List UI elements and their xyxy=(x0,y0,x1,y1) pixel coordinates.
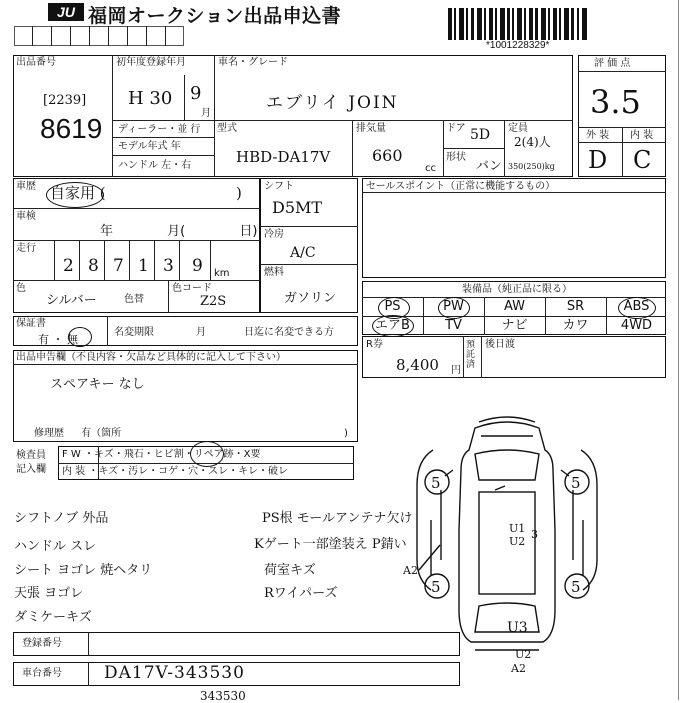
fuel-value: ガソリン xyxy=(284,291,337,306)
doors-label: ドア xyxy=(446,123,466,134)
chassis-value: DA17V-343530 xyxy=(104,663,245,683)
note-left: シート ヨゴレ 焼ヘタリ xyxy=(14,563,153,578)
handle-row: ハンドル 左・右 xyxy=(118,160,192,171)
recycle-unit: 円 xyxy=(451,365,461,376)
damage-mark: U2 xyxy=(515,648,532,661)
name-change-label: 名変期限 xyxy=(114,327,154,338)
tire-tread-rr: 5 xyxy=(571,578,581,596)
equip-4wd: 4WD xyxy=(620,318,653,333)
inspection-label: 車検 xyxy=(16,211,36,222)
damage-mark: A2 xyxy=(511,662,526,675)
name-change-note: 日迄に名変できる方 xyxy=(244,327,334,338)
ac-label: 冷房 xyxy=(264,229,284,240)
barcode xyxy=(448,8,588,40)
lot-label: 出品番号 xyxy=(16,57,56,68)
mileage-digit: 2 xyxy=(63,256,74,276)
displacement-value: 660 xyxy=(372,146,403,165)
repair-history-close: ) xyxy=(344,428,348,439)
after-delivery-label: 後日渡 xyxy=(485,339,515,350)
capacity-value: 2(4)人 xyxy=(514,135,551,149)
model-year-row: モデル年式 年 xyxy=(118,141,181,152)
fuel-label: 燃料 xyxy=(264,267,284,278)
chassis-label: 車台番号 xyxy=(22,668,62,679)
equip-airbag: エアB xyxy=(375,318,410,333)
recycle-deposit: 預託済 xyxy=(466,340,476,370)
reg-month-unit: 月 xyxy=(201,108,211,119)
equipment-title: 装備品（純正品に限る） xyxy=(462,284,572,295)
note-left: シフトノブ 外品 xyxy=(14,511,109,526)
mileage-digit: 3 xyxy=(163,256,174,276)
color-value: シルバー xyxy=(46,293,97,308)
capacity-label: 定員 xyxy=(508,123,528,134)
displacement-unit: cc xyxy=(425,163,436,174)
recycle-value: 8,400 xyxy=(396,356,439,374)
warranty-value: 有 ・ 無 xyxy=(38,333,78,346)
mileage-unit: km xyxy=(214,268,230,279)
lot-sub: [2239] xyxy=(43,93,87,108)
stray-chassis-fragment: 343530 xyxy=(200,689,246,703)
color-change-label: 色替 xyxy=(124,294,144,305)
car-name-label: 車名・グレード xyxy=(218,57,288,68)
comments-text: スペアキー なし xyxy=(50,377,145,392)
recycle-label: R券 xyxy=(366,339,383,350)
evaluation-label: 評 価 点 xyxy=(594,58,631,69)
repair-history: 修理歴 有（箇所 xyxy=(34,428,122,439)
capacity-load: 350(250)kg xyxy=(508,162,555,171)
equip-tv: TV xyxy=(445,318,462,333)
vehicle-damage-diagram xyxy=(395,410,620,675)
damage-mark: U1 xyxy=(509,522,526,535)
displacement-label: 排気量 xyxy=(356,123,386,134)
equip-navi: ナビ xyxy=(501,318,528,333)
reg-month: 9 xyxy=(190,83,202,104)
color-code-label: 色コード xyxy=(172,283,212,294)
shift-label: シフト xyxy=(264,181,294,192)
dealer-row: ディーラー・並 行 xyxy=(118,124,201,135)
inspector-row-2: 内 装 ・キズ・汚レ・コゲ・穴・スレ・キレ・破レ xyxy=(62,466,289,477)
equip-ps: PS xyxy=(384,299,401,314)
vehicle-type-close: ) xyxy=(236,184,242,202)
damage-mark: U3 xyxy=(507,620,528,636)
equip-leather: カワ xyxy=(562,318,589,333)
reg-label: 初年度登録年月 xyxy=(116,57,186,68)
interior-label: 内 装 xyxy=(630,130,654,141)
barcode-number: *1001228329* xyxy=(486,40,550,51)
equip-aw: AW xyxy=(503,299,526,314)
color-code-value: Z2S xyxy=(200,294,227,309)
color-label: 色 xyxy=(16,283,26,294)
tire-tread-fl: 5 xyxy=(431,474,441,492)
note-left: ダミケーキズ xyxy=(14,610,92,625)
no-warranty-circle xyxy=(68,327,92,347)
mileage-digit: 1 xyxy=(138,256,149,276)
mileage-digit: 8 xyxy=(88,256,99,276)
inspector-label: 検査員 xyxy=(16,450,46,461)
mileage-digit: 7 xyxy=(113,256,124,276)
evaluation-score: 3.5 xyxy=(590,83,641,121)
doors-value: 5D xyxy=(470,127,491,143)
tire-tread-fr: 5 xyxy=(571,474,581,492)
mileage-digit: 9 xyxy=(192,256,203,276)
comments-label: 出品申告欄（不良内容・欠品など具体的に記入して下さい） xyxy=(16,352,286,363)
pw-circle-mark xyxy=(438,297,470,319)
sales-point-label: セールスポイント（正常に機能するもの） xyxy=(366,181,556,192)
vehicle-type-label: 車歴 xyxy=(16,181,36,192)
note-right: 荷室キズ xyxy=(264,563,316,578)
airbag-circle-mark xyxy=(372,315,414,337)
registration-label: 登録番号 xyxy=(22,638,62,649)
damage-mark: 3 xyxy=(531,528,538,541)
note-right: Rワイパーズ xyxy=(264,586,338,601)
note-right: Kゲート一部塗装え P錆い xyxy=(254,537,407,552)
equip-pw: PW xyxy=(443,299,464,314)
equip-abs: ABS xyxy=(623,299,650,314)
vehicle-type-value: 自家用 ( xyxy=(50,184,106,202)
reg-year: H 30 xyxy=(128,88,173,109)
form-title: 福岡オークション出品申込書 xyxy=(88,6,342,27)
inspector-row-1: F W ・キズ・飛石・ヒビ割・リペア跡・X要 xyxy=(62,449,261,460)
note-left: 天張 ヨゴレ xyxy=(14,586,84,601)
registration-box xyxy=(13,632,460,656)
model-value: HBD-DA17V xyxy=(236,148,331,166)
inspection-value: 年 月( 日) xyxy=(100,224,258,239)
car-name-value: エブリイ JOIN xyxy=(266,93,399,113)
exterior-grade: D xyxy=(588,146,608,174)
warranty-label: 保証書 xyxy=(16,318,46,329)
note-left: ハンドル スレ xyxy=(14,539,97,554)
sales-point-box xyxy=(362,178,666,278)
name-change-unit: 月 xyxy=(196,327,206,338)
ac-value: A/C xyxy=(290,245,316,261)
damage-mark: A2 xyxy=(403,564,418,577)
auction-logo: JU xyxy=(48,3,84,21)
note-right: PS根 モールアンテナ欠け xyxy=(262,511,413,526)
damage-mark: U2 xyxy=(509,535,526,548)
abs-circle-mark xyxy=(618,297,656,319)
lot-number: 8619 xyxy=(40,113,103,144)
shape-label: 形状 xyxy=(446,152,466,163)
interior-grade: C xyxy=(633,146,652,174)
vehicle-type-circle xyxy=(46,182,104,208)
crack-circle-mark xyxy=(190,441,224,467)
shape-value: バン xyxy=(476,159,503,174)
model-label: 型式 xyxy=(217,123,237,134)
exterior-label: 外 装 xyxy=(586,130,610,141)
mileage-label: 走行 xyxy=(16,243,36,254)
inspector-label-2: 記入欄 xyxy=(16,464,46,475)
equip-sr: SR xyxy=(566,299,585,314)
page-edge xyxy=(678,0,679,700)
tire-tread-rl: 5 xyxy=(431,578,441,596)
shift-value: D5MT xyxy=(272,198,323,217)
